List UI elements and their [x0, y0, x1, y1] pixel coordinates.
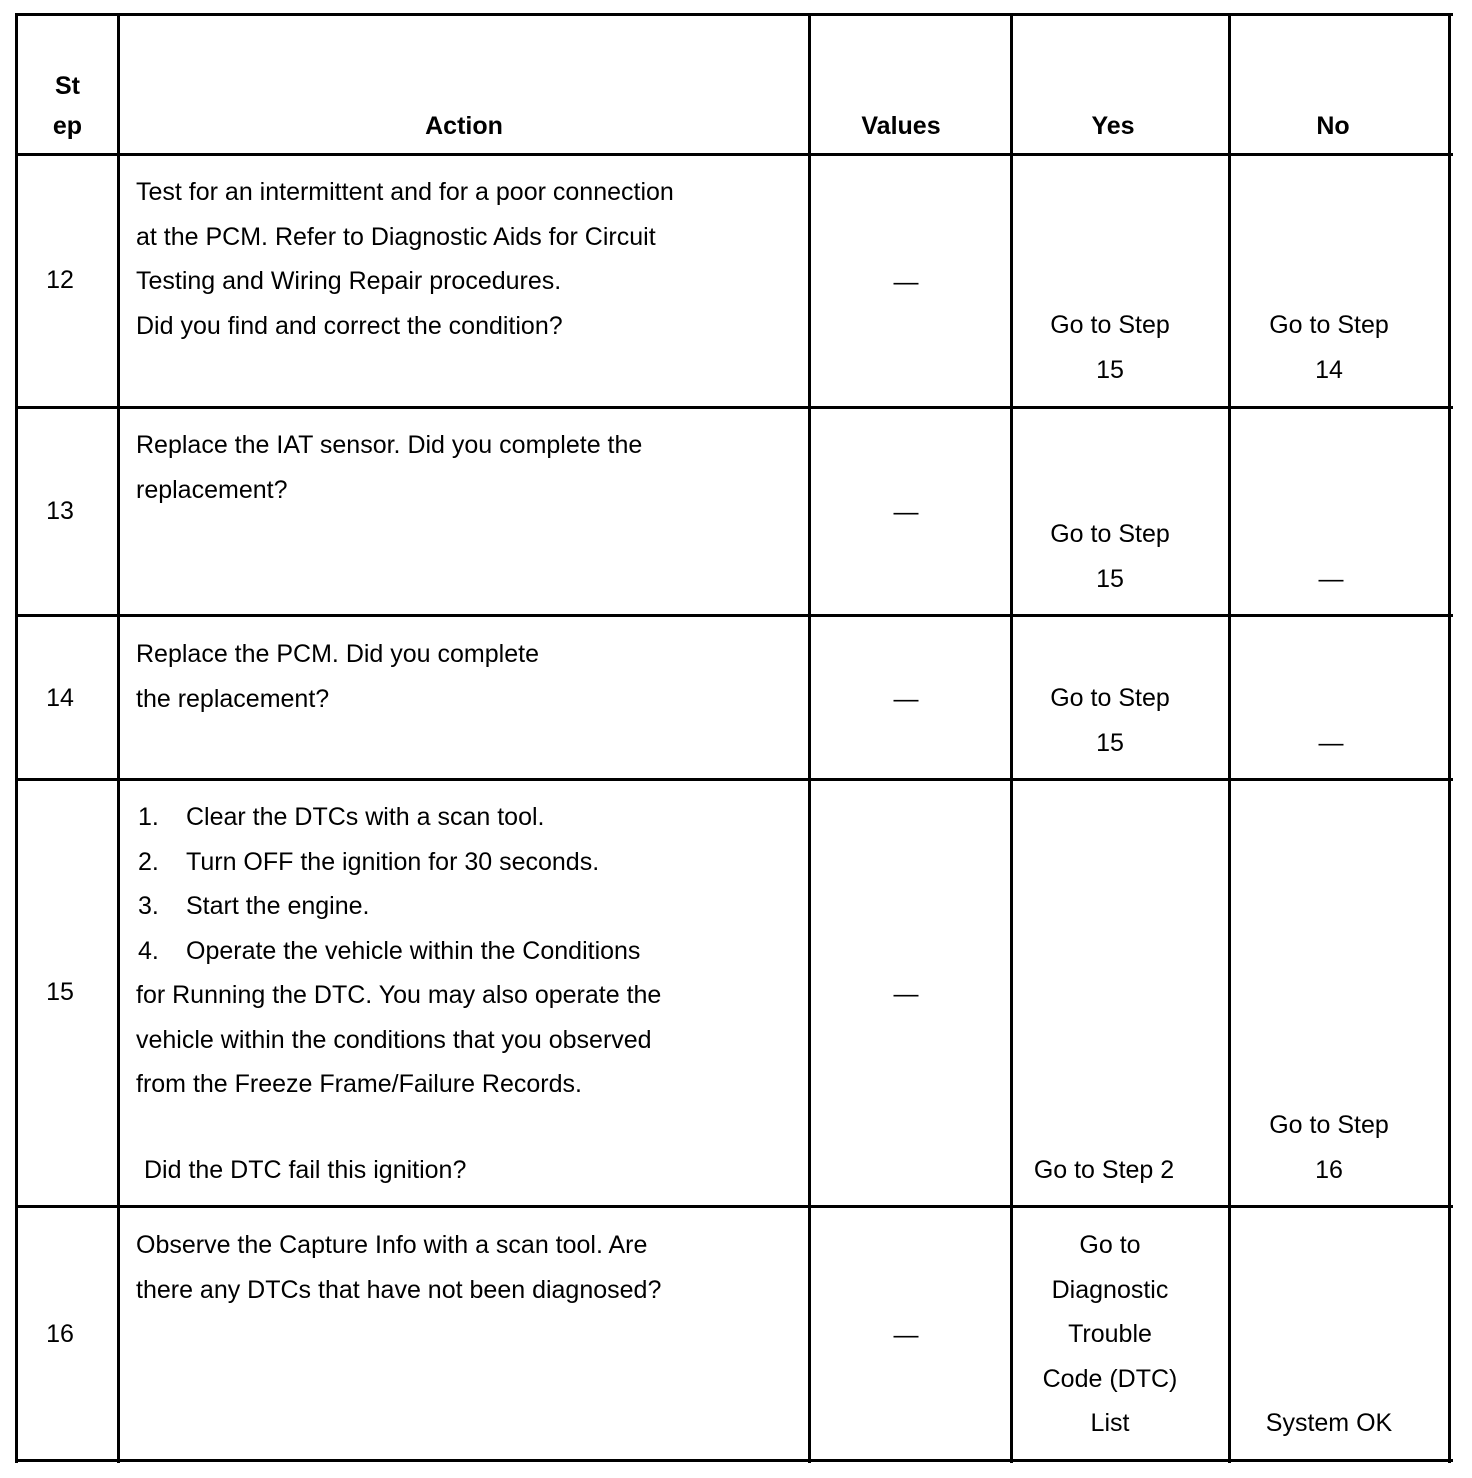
yes-cell: Go to Step 15 [1050, 520, 1170, 593]
action-text: 1. Clear the DTCs with a scan tool. 2. Turn OFF the ignition for 30 seconds. 3. Start the engine. 4. Operate the vehicle within the Conditions for Running the DTC. You may also operate the vehicle within the conditions that you observed from the Freeze Frame/Failure Records. [136, 795, 796, 1107]
no-cell: Go to Step 16 [1269, 1111, 1389, 1184]
header-values: Values [861, 112, 941, 140]
row-divider [15, 1205, 1453, 1208]
yes-cell: Go to Step 15 [1050, 684, 1170, 757]
header-action: Action [425, 112, 503, 140]
table-border-right [1448, 13, 1451, 1463]
list-item: 4. Operate the vehicle within the Conditions [138, 936, 641, 965]
row-divider [15, 406, 1453, 409]
no-cell: — [1318, 729, 1344, 757]
action-text: Observe the Capture Info with a scan tool. Are there any DTCs that have not been diagnosed? [136, 1231, 662, 1304]
action-text: Test for an intermittent and for a poor connection at the PCM. Refer to Diagnostic Aids for Circuit Testing and Wiring Repair procedures. Did you find and correct the condition? [136, 178, 674, 340]
no-cell: Go to Step 14 [1269, 311, 1389, 384]
values-cell: — [893, 685, 919, 713]
table-border-top [15, 13, 1453, 16]
values-cell: — [893, 980, 919, 1008]
step-number: 13 [46, 497, 74, 525]
step-number: 12 [46, 266, 74, 294]
table-border-bottom [15, 1459, 1453, 1462]
table-border-left [15, 13, 18, 1463]
no-cell: System OK [1265, 1409, 1393, 1437]
step-number: 15 [46, 978, 74, 1006]
values-cell: — [893, 268, 919, 296]
yes-cell: Go to Diagnostic Trouble Code (DTC) List [1042, 1231, 1178, 1437]
header-no: No [1316, 112, 1350, 140]
yes-cell: Go to Step 15 [1050, 311, 1170, 384]
row-divider [15, 614, 1453, 617]
header-yes: Yes [1091, 112, 1135, 140]
no-cell: — [1318, 565, 1344, 593]
action-question: Did the DTC fail this ignition? [144, 1156, 467, 1184]
row-divider [15, 778, 1453, 781]
action-text: Replace the IAT sensor. Did you complete the replacement? [136, 431, 643, 504]
yes-cell: Go to Step 2 [1033, 1156, 1175, 1184]
list-item: 1. Clear the DTCs with a scan tool. [138, 803, 545, 831]
step-number: 14 [46, 684, 74, 712]
action-text: Replace the PCM. Did you complete the replacement? [136, 640, 539, 713]
header-divider [15, 153, 1453, 156]
step-number: 16 [46, 1320, 74, 1348]
header-step: St ep [52, 72, 83, 140]
list-item: 2. Turn OFF the ignition for 30 seconds. [138, 847, 600, 876]
values-cell: — [893, 498, 919, 526]
list-item: 3. Start the engine. [138, 892, 370, 920]
column-divider [117, 13, 120, 1463]
column-divider [808, 13, 811, 1463]
values-cell: — [893, 1321, 919, 1349]
